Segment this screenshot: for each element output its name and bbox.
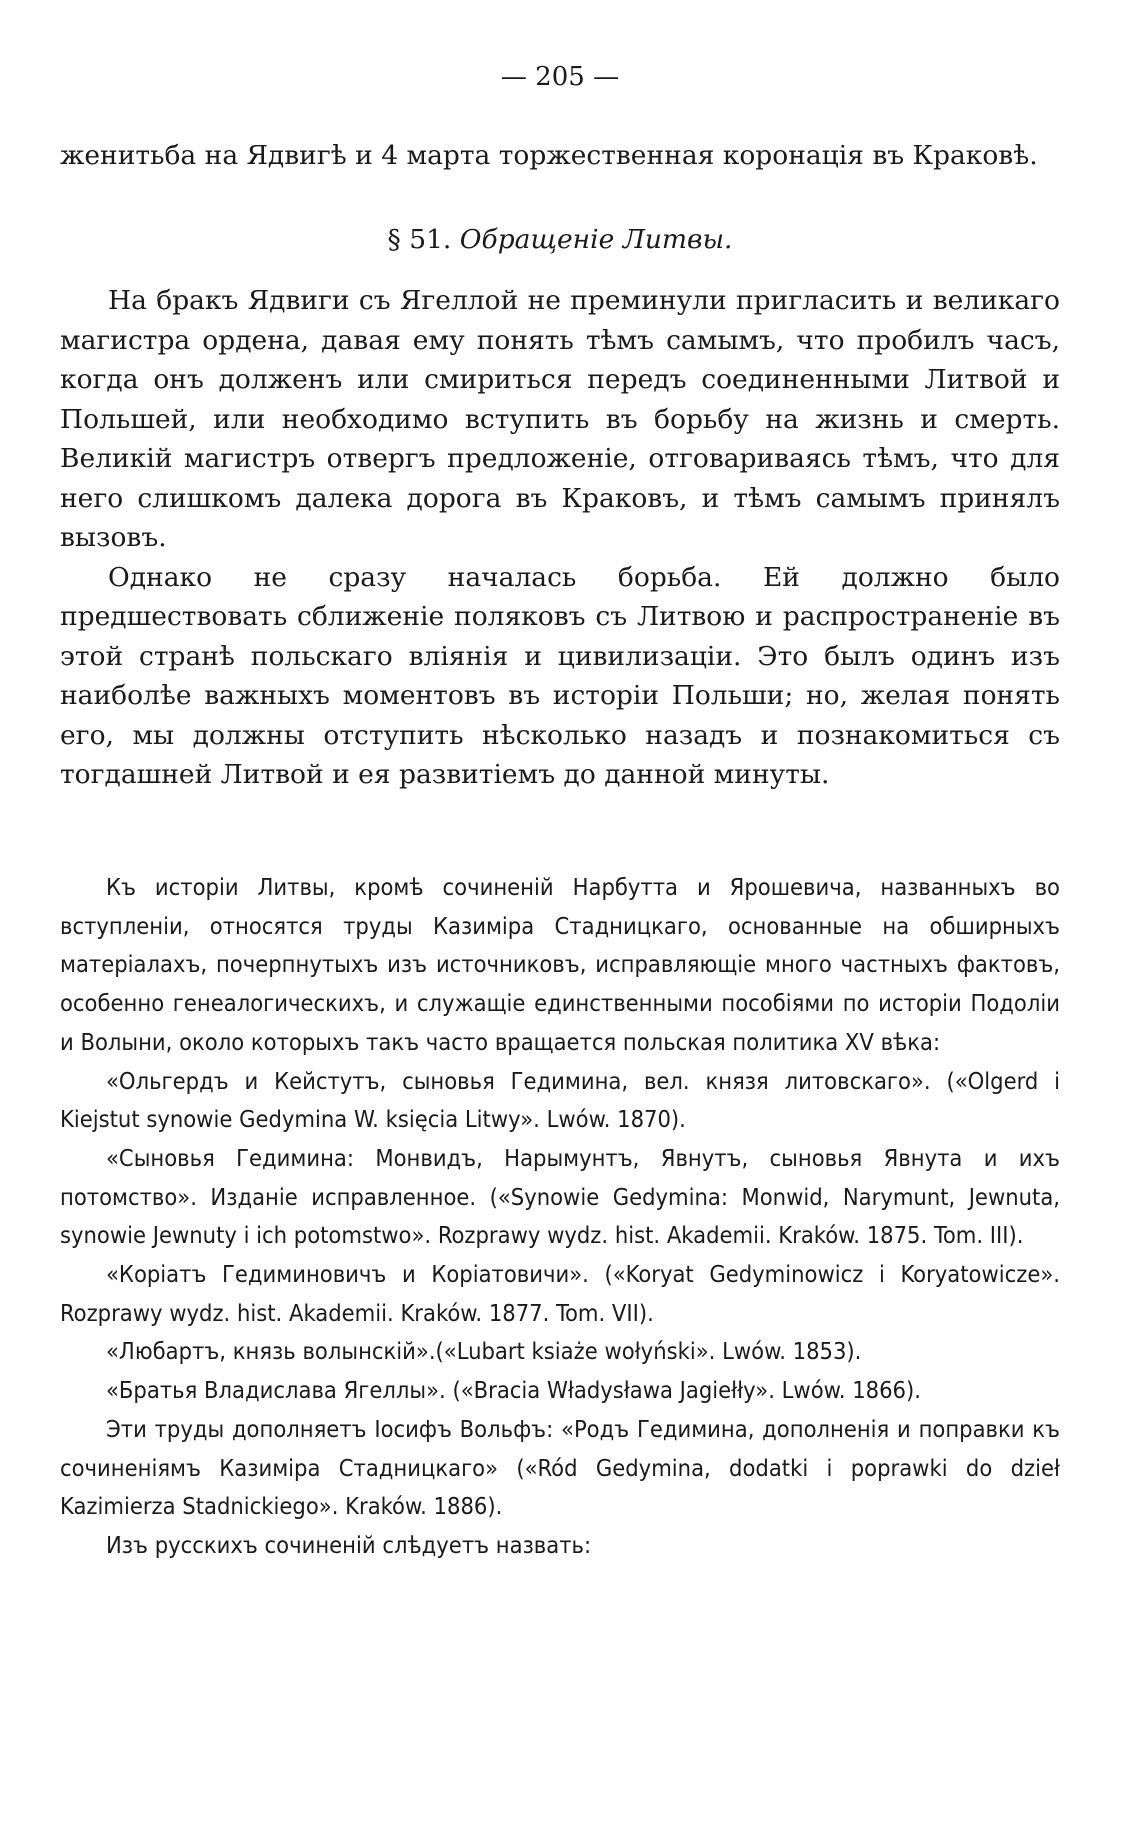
book-page xyxy=(60,0,1060,1827)
bibliography-notes xyxy=(60,868,1060,1565)
bibliography-entry: «Сыновья Гедимина: Монвидъ, Нарымунтъ, Явнутъ, сыновья Явнута и ихъ потомство». Изданіе исправленное. («Synowie Gedymina: Monwid, Narymunt, Jewnuta, synowie Jewnuty i ich potomstwo». Rozprawy wydz. hist. Akademii. Kraków. 1875. Tom. III). xyxy=(60,1143,1060,1250)
section-title: Обращеніе Литвы. xyxy=(459,223,733,255)
section-heading xyxy=(60,220,1060,260)
bibliography-entry: «Братья Владислава Ягеллы». («Bracia Władysława Jagiełły». Lwów. 1866). xyxy=(106,1376,921,1405)
bibliography-entry: «Ольгердъ и Кейстутъ, сыновья Гедимина, вел. князя литовскаго». («Olgerd i Kiejstut synowie Gedymina W. księcia Litwy». Lwów. 1870). xyxy=(60,1066,1060,1134)
russian-works-intro: Изъ русскихъ сочиненій слѣдуетъ назвать: xyxy=(106,1530,592,1559)
paragraph: Однако не сразу началась борьба. Ей должно было предшествовать сближеніе поляковъ съ Литвою и распространеніе въ этой странѣ польскаго вліянія и цивилизаціи. Это былъ одинъ изъ наиболѣе важныхъ моментовъ въ исторіи Польши; но, желая понять его, мы должны отступить нѣсколько назадъ и познакомиться съ тогдашней Литвой и ея развитіемъ до данной минуты. xyxy=(60,561,1060,790)
paragraph: На бракъ Ядвиги съ Ягеллой не преминули пригласить и великаго магистра ордена, давая ему понять тѣмъ самымъ, что пробилъ часъ, когда онъ долженъ или смириться передъ соединенными Литвой и Польшей, или необходимо вступить въ борьбу на жизнь и смерть. Великій магистръ отвергъ предложеніе, отговариваясь тѣмъ, что для него слишкомъ далека дорога въ Краковъ, и тѣмъ самымъ принялъ вызовъ. xyxy=(60,285,1060,553)
opening-paragraph: женитьба на Ядвигѣ и 4 марта торжественная коронація въ Краковѣ. xyxy=(60,140,1038,171)
bibliography-entry: «Коріатъ Гедиминовичъ и Коріатовичи». («Koryat Gedyminowicz i Koryatowicze». Rozprawy wydz. hist. Akademii. Kraków. 1877. Tom. VII). xyxy=(60,1260,1060,1327)
notes-intro: Къ исторіи Литвы, кромѣ сочиненій Нарбутта и Ярошевича, названныхъ во вступленіи, относятся труды Казиміра Стадницкаго, основанные на обширныхъ матеріалахъ, почерпнутыхъ изъ источниковъ, исправляющіе много частныхъ фактовъ, особенно генеалогическихъ, и служащіе единственными пособіями по исторіи Подоліи и Волыни, около которыхъ такъ часто вращается польская политика XV вѣка: xyxy=(60,873,1060,1056)
page-number: — 205 — xyxy=(500,62,620,92)
section-number: § 51. xyxy=(387,223,452,255)
main-text xyxy=(60,136,1060,795)
notes-supplement: Эти труды дополняетъ Іосифъ Вольфъ: «Родъ Гедимина, дополненія и поправки къ сочиненіямъ Казиміра Стадницкаго» («Ród Gedymina, dodatki i poprawki do dzieł Kazimierza Stadnickiego». Kraków. 1886). xyxy=(60,1414,1060,1521)
bibliography-entry: «Любартъ, князь волынскій».(«Lubart ksiaże wołyński». Lwów. 1853). xyxy=(106,1337,862,1366)
